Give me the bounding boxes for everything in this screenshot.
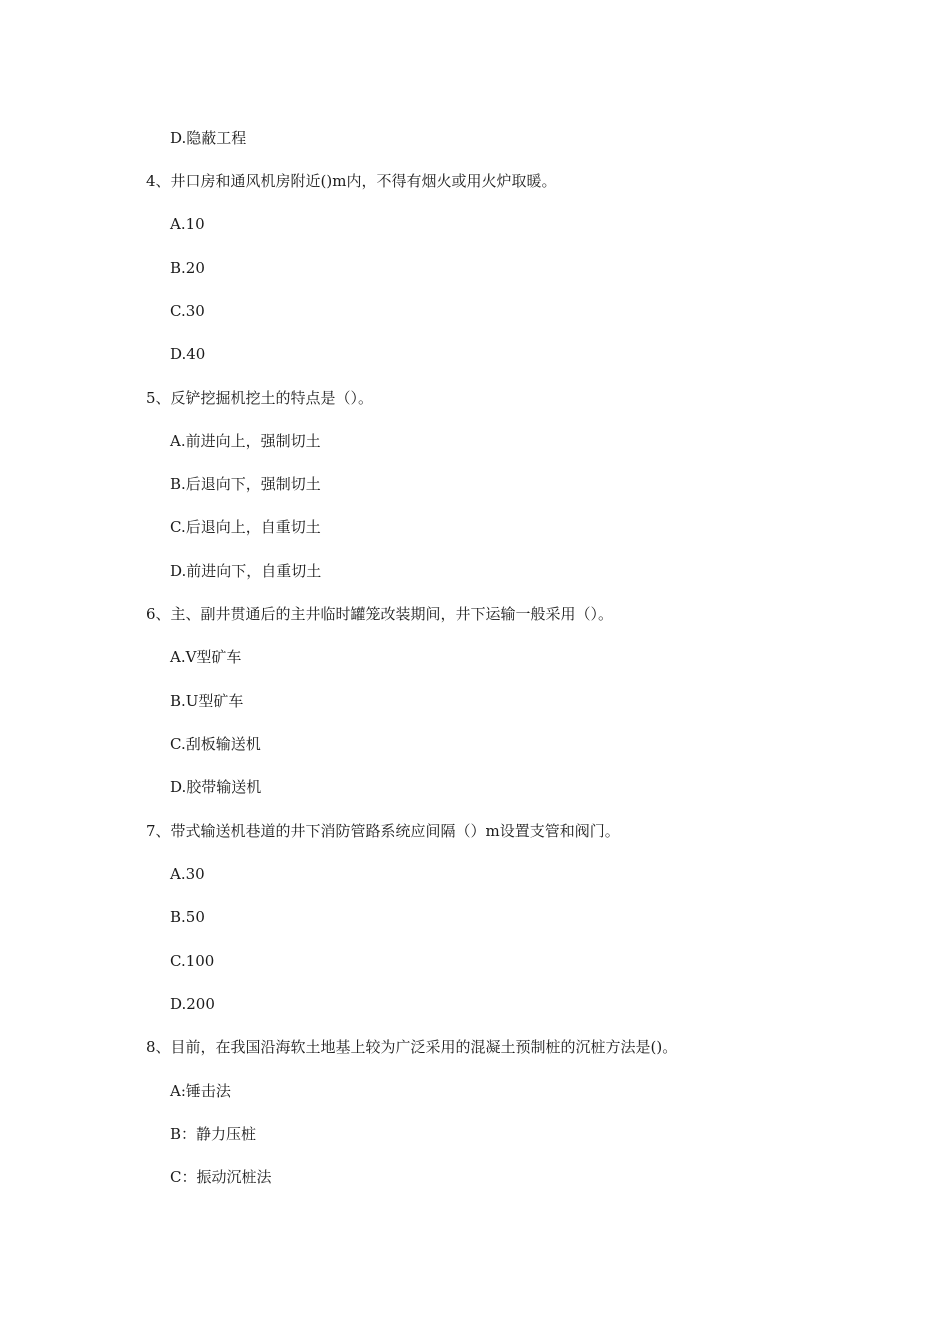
option-line: B.后退向下，强制切土 bbox=[170, 475, 321, 493]
option-line: D.隐蔽工程 bbox=[170, 129, 247, 147]
question-line: 5、反铲挖掘机挖土的特点是（）。 bbox=[146, 389, 374, 407]
question-line: 4、井口房和通风机房附近()m内，不得有烟火或用火炉取暖。 bbox=[146, 172, 557, 190]
option-line: B.50 bbox=[170, 908, 205, 926]
option-line: C.刮板输送机 bbox=[170, 735, 261, 753]
option-line: A.10 bbox=[170, 215, 205, 233]
option-line: A.前进向上，强制切土 bbox=[170, 432, 321, 450]
option-line: B.U型矿车 bbox=[170, 692, 244, 710]
option-line: C.100 bbox=[170, 952, 215, 970]
option-line: B.20 bbox=[170, 259, 205, 277]
option-line: A.30 bbox=[170, 865, 205, 883]
question-line: 6、主、副井贯通后的主井临时罐笼改装期间，井下运输一般采用（）。 bbox=[146, 605, 614, 623]
option-line: A:锤击法 bbox=[170, 1082, 231, 1100]
option-line: D.200 bbox=[170, 995, 215, 1013]
question-line: 8、目前，在我国沿海软土地基上较为广泛采用的混凝土预制桩的沉桩方法是()。 bbox=[146, 1038, 678, 1056]
option-line: B：静力压桩 bbox=[170, 1125, 257, 1143]
option-line: C.后退向上，自重切土 bbox=[170, 518, 321, 536]
question-line: 7、带式输送机巷道的井下消防管路系统应间隔（）m设置支管和阀门。 bbox=[146, 822, 620, 840]
option-line: C：振动沉桩法 bbox=[170, 1168, 272, 1186]
option-line: D.胶带输送机 bbox=[170, 778, 262, 796]
option-line: A.V型矿车 bbox=[170, 648, 242, 666]
option-line: D.40 bbox=[170, 345, 206, 363]
option-line: D.前进向下，自重切土 bbox=[170, 562, 322, 580]
option-line: C.30 bbox=[170, 302, 205, 320]
